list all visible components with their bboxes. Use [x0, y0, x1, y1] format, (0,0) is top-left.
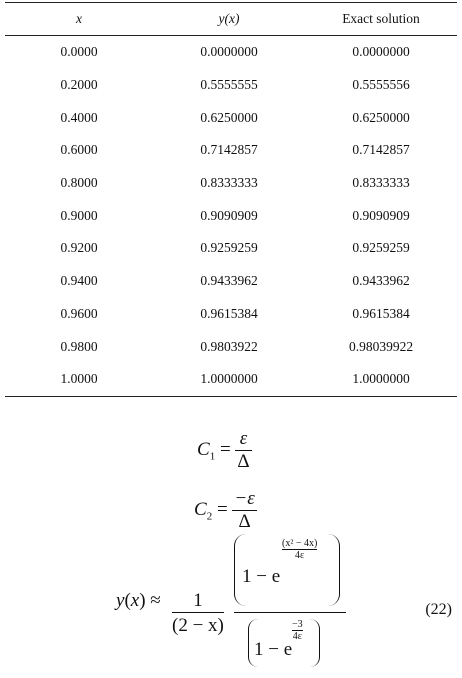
approx-symbol: ≈: [150, 590, 161, 611]
cell-yx: 0.0000000: [200, 44, 258, 60]
cell-exact: 0.9615384: [352, 305, 410, 321]
cell-exact: 0.5555556: [352, 77, 410, 93]
table-row: [5, 167, 457, 200]
cell-exact: 1.0000000: [352, 371, 410, 387]
cell-exact: 0.8333333: [352, 175, 410, 191]
cell-yx: 0.9803922: [200, 338, 258, 354]
table-row: [5, 101, 457, 134]
second-fraction: [234, 532, 346, 673]
numerator-exponent: [282, 538, 317, 561]
cell-exact: 0.6250000: [352, 109, 410, 125]
c2-fraction: [232, 488, 256, 533]
numerator-exponent-top: (x² − 4x): [282, 538, 318, 549]
denominator-exponent: [292, 619, 303, 642]
cell-yx: 0.8333333: [200, 175, 258, 191]
cell-exact: 0.7142857: [352, 142, 410, 158]
header-yx: y(x): [218, 11, 240, 26]
c1-numerator: ε: [239, 428, 248, 449]
equation-c1: $C_1$ = $\frac{\varepsilon}{\Delta}$: [197, 428, 250, 472]
denominator-exponent-num: −3: [292, 619, 303, 630]
cell-yx: 0.7142857: [200, 142, 258, 158]
table-row: [5, 363, 457, 396]
table-row: [5, 199, 457, 232]
equation-y: y(x) ≈ 1 (2 − x) 1 − e $\frac{\text{(x² − 4x)}}{4\varepsilon}$ 1 − e $\frac{-3}{4\varepsilon}$: [116, 532, 346, 672]
header-exact-solution: Exact solution: [342, 11, 420, 26]
cell-x: 0.9600: [60, 305, 98, 321]
c2-numerator: −ε: [234, 488, 255, 509]
cell-x: 0.9400: [60, 273, 98, 289]
cell-yx: 0.9615384: [200, 305, 258, 321]
table-body: [5, 36, 457, 397]
cell-x: 0.6000: [60, 142, 98, 158]
cell-x: 0.9000: [60, 207, 98, 223]
table-row: [5, 298, 457, 331]
table-row: [5, 265, 457, 298]
first-fraction: 1 (2 − x): [172, 590, 224, 636]
cell-exact: 0.98039922: [348, 338, 414, 354]
cell-x: 0.9200: [60, 240, 98, 256]
c1-fraction: [235, 428, 251, 473]
cell-exact: 0.0000000: [352, 44, 410, 60]
cell-x: 0.2000: [60, 77, 98, 93]
cell-yx: 0.5555555: [200, 77, 258, 93]
first-fraction-denominator: 2 − x: [178, 615, 218, 636]
c1-subscript: 1: [209, 450, 216, 463]
y-argument: x: [130, 590, 140, 611]
cell-yx: 0.6250000: [200, 109, 258, 125]
equation-c2: $C_2$ = $\frac{-\varepsilon}{\Delta}$: [194, 488, 255, 532]
table-header-row: [5, 3, 457, 36]
numerator-one-minus-e: 1 − e: [242, 566, 281, 587]
c1-symbol: C: [197, 438, 210, 460]
denominator-one-minus-e: 1 − e: [254, 639, 293, 660]
results-table: [5, 2, 457, 397]
table-row: [5, 232, 457, 265]
equation-number: (22): [425, 601, 452, 618]
table-row: [5, 36, 457, 69]
table-row: [5, 330, 457, 363]
cell-exact: 0.9090909: [352, 207, 410, 223]
cell-x: 1.0000: [60, 371, 98, 387]
denominator-exponent-den: 4ε: [292, 631, 302, 642]
cell-yx: 0.9433962: [200, 273, 258, 289]
c2-symbol: C: [194, 498, 207, 520]
cell-x: 0.4000: [60, 109, 98, 125]
cell-x: 0.0000: [60, 44, 98, 60]
cell-exact: 0.9433962: [352, 273, 410, 289]
table-row: [5, 69, 457, 102]
header-x: x: [76, 11, 82, 26]
cell-yx: 0.9259259: [200, 240, 258, 256]
first-fraction-numerator: 1: [193, 590, 203, 611]
numerator-exponent-den: 4ε: [282, 549, 317, 561]
c1-denominator: Δ: [237, 451, 250, 472]
y-symbol: y: [116, 590, 125, 611]
cell-yx: 0.9090909: [200, 207, 258, 223]
c2-denominator: Δ: [232, 510, 256, 533]
cell-exact: 0.9259259: [352, 240, 410, 256]
c2-subscript: 2: [206, 510, 213, 523]
cell-x: 0.9800: [60, 338, 98, 354]
cell-yx: 1.0000000: [200, 371, 258, 387]
table-row: [5, 134, 457, 167]
results-table-container: [5, 2, 457, 397]
cell-x: 0.8000: [60, 175, 98, 191]
